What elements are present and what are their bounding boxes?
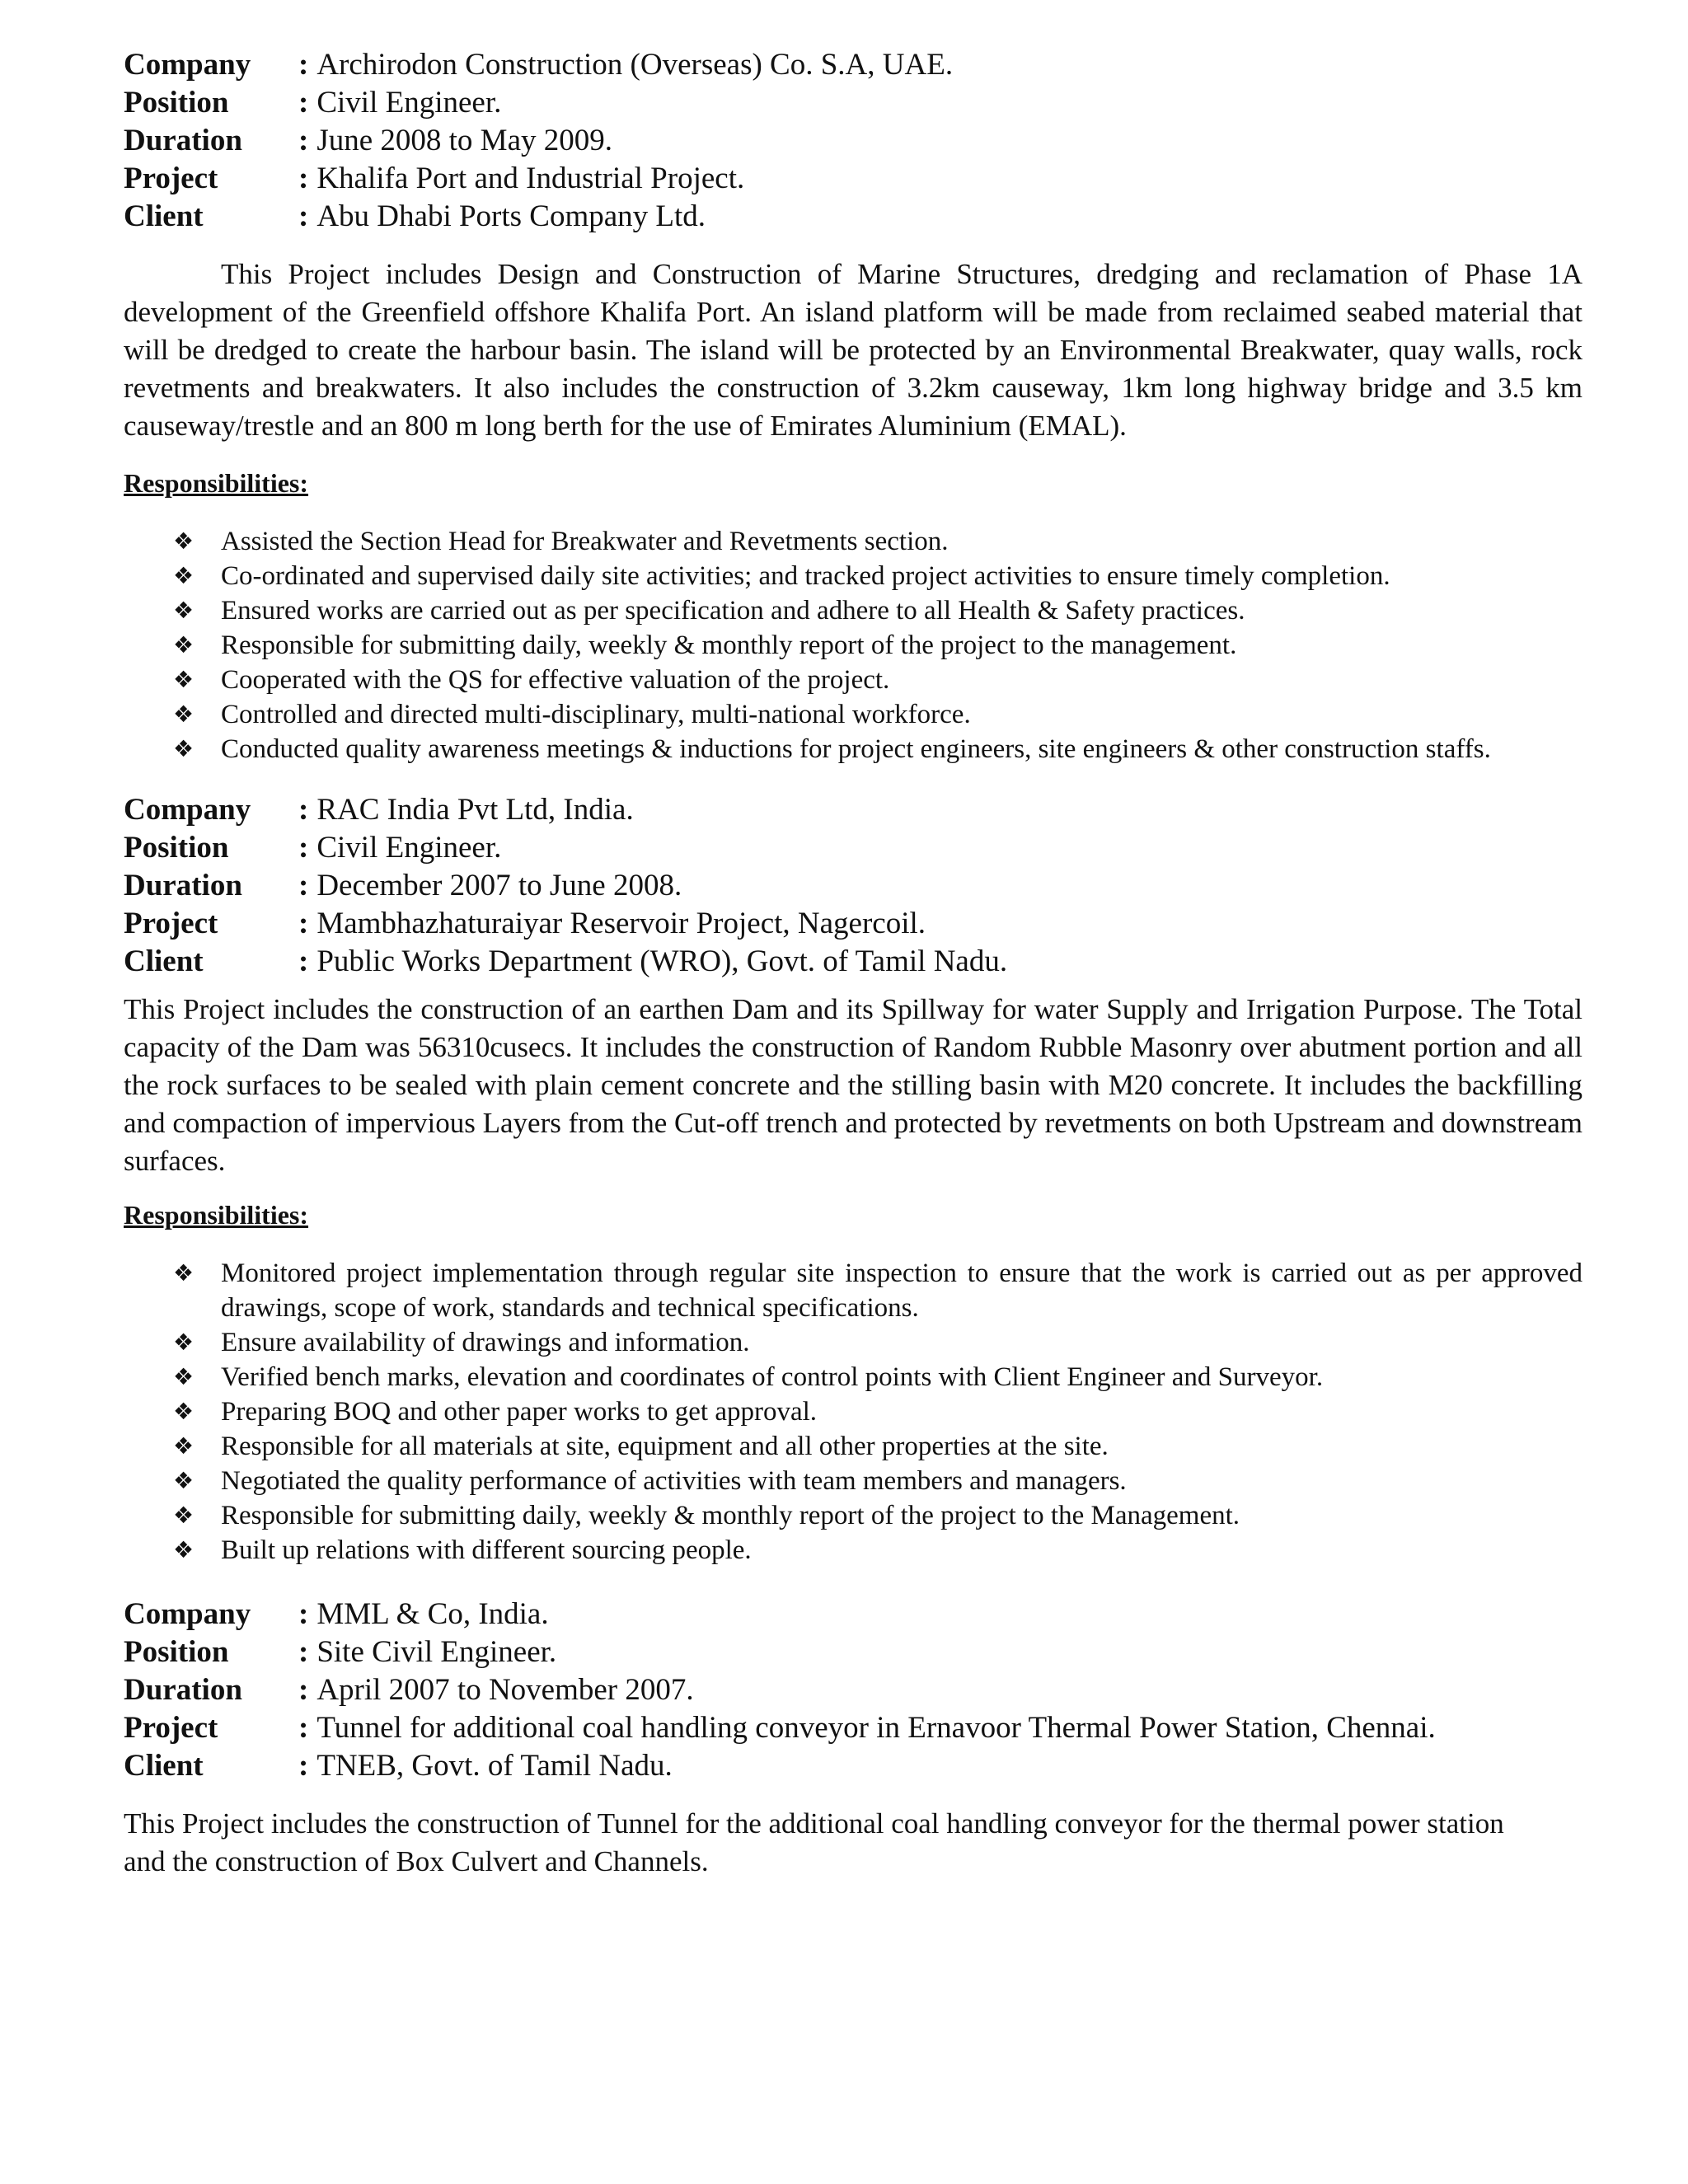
- list-item: ❖ Conducted quality awareness meetings & inductions for project engineers, site engineers & other construction staffs.: [173, 732, 1582, 766]
- list-item: ❖ Built up relations with different sourcing people.: [173, 1533, 1582, 1568]
- separator: :: [298, 1749, 309, 1783]
- project-label: Project: [124, 907, 218, 940]
- diamond-bullet-icon: ❖: [173, 666, 195, 693]
- diamond-bullet-icon: ❖: [173, 631, 195, 658]
- diamond-bullet-icon: ❖: [173, 1398, 195, 1425]
- list-item: ❖ Co-ordinated and supervised daily site activities; and tracked project activities to ensure timely completion.: [173, 559, 1582, 593]
- list-item: ❖ Responsible for submitting daily, weekly & monthly report of the project to the management.: [173, 628, 1582, 663]
- separator: :: [298, 48, 309, 82]
- duration-value: June 2008 to May 2009.: [316, 124, 613, 157]
- responsibilities-heading: Responsibilities:: [124, 468, 309, 498]
- job-3-info: [124, 1596, 1582, 1785]
- list-item: ❖ Assisted the Section Head for Breakwater and Revetments section.: [173, 524, 1582, 559]
- client-label: Client: [124, 1749, 204, 1783]
- client-label: Client: [124, 944, 204, 978]
- diamond-bullet-icon: ❖: [173, 735, 195, 762]
- job-2-info: [124, 791, 1582, 981]
- company-label: Company: [124, 1597, 251, 1631]
- list-item: ❖ Cooperated with the QS for effective valuation of the project.: [173, 663, 1582, 697]
- separator: :: [298, 944, 309, 978]
- responsibilities-list: [124, 524, 1582, 766]
- duration-value: December 2007 to June 2008.: [316, 869, 682, 902]
- company-value: Archirodon Construction (Overseas) Co. S.A, UAE.: [316, 48, 954, 82]
- diamond-bullet-icon: ❖: [173, 1363, 195, 1390]
- job-section-1: [124, 46, 1582, 766]
- position-label: Position: [124, 86, 229, 120]
- diamond-bullet-icon: ❖: [173, 1432, 195, 1460]
- client-label: Client: [124, 199, 204, 233]
- diamond-bullet-icon: ❖: [173, 1536, 195, 1563]
- project-description: This Project includes the construction of an earthen Dam and its Spillway for water Supply and Irrigation Purpose. The Total capacity of the Dam was 56310cusecs. It includes the construction of Random Rubble Masonry over abutment portion and all the rock surfaces to be sealed with plain cement concrete and the stilling basin with M20 concrete. It includes the backfilling and compaction of impervious Layers from the Cut-off trench and protected by revetments on both Upstream and downstream surfaces.: [124, 993, 1582, 1177]
- company-label: Company: [124, 48, 251, 82]
- list-item: ❖ Negotiated the quality performance of activities with team members and managers.: [173, 1464, 1582, 1498]
- position-value: Civil Engineer.: [316, 831, 502, 865]
- list-item: ❖ Ensured works are carried out as per specification and adhere to all Health & Safety practices.: [173, 593, 1582, 628]
- job-1-info: [124, 46, 1582, 236]
- job-section-2: [124, 791, 1582, 1568]
- separator: :: [298, 86, 309, 120]
- list-item: ❖ Ensure availability of drawings and information.: [173, 1325, 1582, 1360]
- duration-label: Duration: [124, 1673, 242, 1707]
- separator: :: [298, 831, 309, 865]
- diamond-bullet-icon: ❖: [173, 1329, 195, 1356]
- separator: :: [298, 907, 309, 940]
- client-value: Abu Dhabi Ports Company Ltd.: [316, 199, 706, 233]
- client-value: TNEB, Govt. of Tamil Nadu.: [316, 1749, 673, 1783]
- diamond-bullet-icon: ❖: [173, 1502, 195, 1529]
- duration-value: April 2007 to November 2007.: [316, 1673, 694, 1707]
- list-item: ❖ Verified bench marks, elevation and coordinates of control points with Client Engineer and Surveyor.: [173, 1360, 1582, 1394]
- client-value: Public Works Department (WRO), Govt. of Tamil Nadu.: [316, 944, 1008, 978]
- separator: :: [298, 793, 309, 827]
- separator: :: [298, 869, 309, 902]
- separator: :: [298, 162, 309, 195]
- list-item: ❖ Responsible for all materials at site, equipment and all other properties at the site.: [173, 1429, 1582, 1464]
- company-value: RAC India Pvt Ltd, India.: [316, 793, 634, 827]
- separator: :: [298, 1711, 309, 1745]
- duration-label: Duration: [124, 869, 242, 902]
- list-item: ❖ Preparing BOQ and other paper works to get approval.: [173, 1394, 1582, 1429]
- project-value: Khalifa Port and Industrial Project.: [316, 162, 745, 195]
- diamond-bullet-icon: ❖: [173, 527, 195, 555]
- diamond-bullet-icon: ❖: [173, 1259, 195, 1286]
- diamond-bullet-icon: ❖: [173, 562, 195, 589]
- position-value: Civil Engineer.: [316, 86, 502, 120]
- company-value: MML & Co, India.: [316, 1597, 549, 1631]
- project-label: Project: [124, 162, 218, 195]
- list-item: ❖ Responsible for submitting daily, weekly & monthly report of the project to the Management.: [173, 1498, 1582, 1533]
- position-label: Position: [124, 1635, 229, 1669]
- separator: :: [298, 124, 309, 157]
- project-value: Tunnel for additional coal handling conveyor in Ernavoor Thermal Power Station, Chennai.: [316, 1711, 1436, 1745]
- diamond-bullet-icon: ❖: [173, 1467, 195, 1494]
- duration-label: Duration: [124, 124, 242, 157]
- list-item: ❖ Monitored project implementation through regular site inspection to ensure that the work is carried out as per approved drawings, scope of work, standards and technical specifications.: [173, 1256, 1582, 1325]
- project-value: Mambhazhaturaiyar Reservoir Project, Nagercoil.: [316, 907, 926, 940]
- position-label: Position: [124, 831, 229, 865]
- diamond-bullet-icon: ❖: [173, 701, 195, 728]
- separator: :: [298, 199, 309, 233]
- project-description: This Project includes Design and Construction of Marine Structures, dredging and reclamation of Phase 1A development of the Greenfield offshore Khalifa Port. An island platform will be made from reclaimed seabed material that will be dredged to create the harbour basin. The island will be protected by an Environmental Breakwater, quay walls, rock revetments and breakwaters. It also includes the construction of 3.2km causeway, 1km long highway bridge and 3.5 km causeway/trestle and an 800 m long berth for the use of Emirates Aluminium (EMAL).: [124, 258, 1582, 442]
- responsibilities-heading: Responsibilities:: [124, 1200, 309, 1230]
- diamond-bullet-icon: ❖: [173, 597, 195, 624]
- job-section-3: [124, 1596, 1582, 1881]
- list-item: ❖ Controlled and directed multi-disciplinary, multi-national workforce.: [173, 697, 1582, 732]
- project-description: This Project includes the construction of Tunnel for the additional coal handling conveyor for the thermal power station and the construction of Box Culvert and Channels.: [124, 1807, 1504, 1877]
- responsibilities-list: [124, 1256, 1582, 1568]
- resume-page: [124, 46, 1582, 1881]
- separator: :: [298, 1673, 309, 1707]
- separator: :: [298, 1635, 309, 1669]
- company-label: Company: [124, 793, 251, 827]
- separator: :: [298, 1597, 309, 1631]
- position-value: Site Civil Engineer.: [316, 1635, 557, 1669]
- project-label: Project: [124, 1711, 218, 1745]
